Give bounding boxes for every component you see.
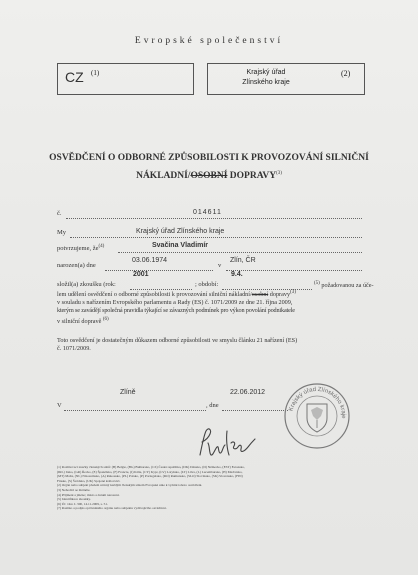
- footnote: (1) Rozlišovací značky členských států: (B) Belgie, (BG) Bulharsko, (CZ) Česká republika, (DK) Dánsko, (D) Německo, (EST) Estonsko,: [57, 465, 245, 469]
- place-value: Zlíně: [120, 389, 136, 396]
- country-box: [57, 63, 194, 95]
- country-code: CZ: [65, 69, 84, 85]
- title-struck: OSOBNÍ: [190, 171, 228, 182]
- footnote: (6) Úř. věst. L 300, 14.11.2009, s. 51.: [57, 501, 108, 506]
- authority-line1: Krajský úřad: [246, 69, 286, 76]
- certificate-title-line2: [0, 171, 418, 181]
- place-label: V: [57, 402, 62, 409]
- name-value: Svačina Vladimír: [152, 242, 209, 249]
- handwritten-signature: [196, 425, 258, 461]
- stamp-text: Krajský úřad Zlínského kraje: [288, 386, 347, 419]
- official-stamp: [283, 382, 351, 450]
- footnote: (3) Nehodící se škrtněte.: [57, 487, 91, 492]
- para2-line2: č. 1071/2009.: [57, 345, 91, 353]
- we-line: [70, 237, 362, 238]
- footnote: (5) Identifikace zkoušky.: [57, 497, 91, 502]
- country-note: (1): [91, 69, 100, 77]
- para1-body: [57, 289, 367, 326]
- we-value: Krajský úřad Zlínského kraje: [136, 228, 225, 235]
- date-line: [222, 410, 288, 411]
- exam-year: 2001: [133, 271, 149, 278]
- exam-label: složil(a) zkoušku (rok:: [57, 281, 116, 288]
- footnote: (IRL) Irsko, (GR) Řecko, (E) Španělsko, (F) Francie, (I) Itálie, (CY) Kypr, (LV) Lotyšsko, (LT) Litva, (L) Lucembursko, (H) Maďarsko,: [57, 469, 243, 474]
- number-label: č.: [57, 210, 62, 217]
- authority-box: [207, 63, 365, 95]
- authority-line2: Zlínského kraje: [242, 79, 290, 86]
- footnote: Finsko, (S) Švédsko, (UK) Spojené království.: [57, 478, 121, 483]
- born-date: 03.06.1974: [132, 257, 168, 264]
- footnote: (4) Příjmení a jméno; místo a datum narození.: [57, 492, 120, 497]
- authority-note: (2): [341, 69, 351, 78]
- title-suffix: DOPRAVY: [227, 171, 277, 182]
- exam-date: 9.4.: [231, 271, 243, 278]
- born-label: narozen(a) dne: [57, 262, 96, 269]
- place-line: [64, 410, 206, 411]
- para1-line2: lem udělení osvědčení o odborné způsobilosti k provozování silniční nákladní/osobní dopravy$^{(3)}$: [57, 290, 296, 299]
- born-place-line: [226, 270, 362, 271]
- number-value: 014611: [193, 209, 222, 216]
- para1-line4: kterým se zavádějí společná pravidla týkající se závazných podmínek pro výkon povolání podnikatele: [57, 307, 295, 315]
- footnote: (7) Razítko a podpis oprávněného orgánu nebo subjektu vydávajícího osvědčení.: [57, 506, 167, 511]
- born-date-line: [105, 270, 213, 271]
- para2-line1: Toto osvědčení je dostatečným důkazem odborné způsobilosti ve smyslu článku 21 nařízení (ES): [57, 337, 298, 344]
- confirm-label: potvrzujeme, $že^{(4)}$: [57, 244, 105, 253]
- certificate-title-line1: OSVĚDČENÍ O ODBORNÉ ZPŮSOBILOSTI K PROVOZOVÁNÍ SILNIČNÍ: [49, 153, 369, 163]
- para1-line5: v silniční dopravě $^{(6)}$: [57, 316, 109, 325]
- footnote: (2) Orgán nebo subjekt předem určený každým členským státem Evropské unie k vydání tohoto osvědčení.: [57, 483, 203, 488]
- confirm-line: [118, 252, 362, 253]
- period-label: ; období:: [195, 281, 219, 288]
- date-value: 22.06.2012: [230, 389, 266, 396]
- title-note: (3): [276, 171, 282, 176]
- para1-line1: $^{(5)}$ požadovanou za úče-: [314, 281, 374, 290]
- number-line: [66, 218, 362, 219]
- born-in-label: v: [218, 262, 222, 269]
- we-label: My: [57, 229, 67, 236]
- para1-line3: v souladu s nařízením Evropského parlamentu a Rady (ES) č. 1071/2009 ze dne 21. října 2009,: [57, 299, 293, 307]
- para2-body: [57, 337, 367, 353]
- date-label: , dne: [206, 402, 219, 409]
- title-prefix: NÁKLADNÍ/: [136, 171, 191, 182]
- footnotes: [57, 465, 367, 511]
- born-place: Zlín, ČR: [230, 257, 256, 264]
- header-title: Evropské společenství: [134, 36, 284, 46]
- footnote: (MT) Malta, (NL) Nizozemsko, (A) Rakousko, (PL) Polsko, (P) Portugalsko, (RO) Rumunsko, (SLO) Slovinsko, (SK) Slovensko, (FIN): [57, 474, 243, 479]
